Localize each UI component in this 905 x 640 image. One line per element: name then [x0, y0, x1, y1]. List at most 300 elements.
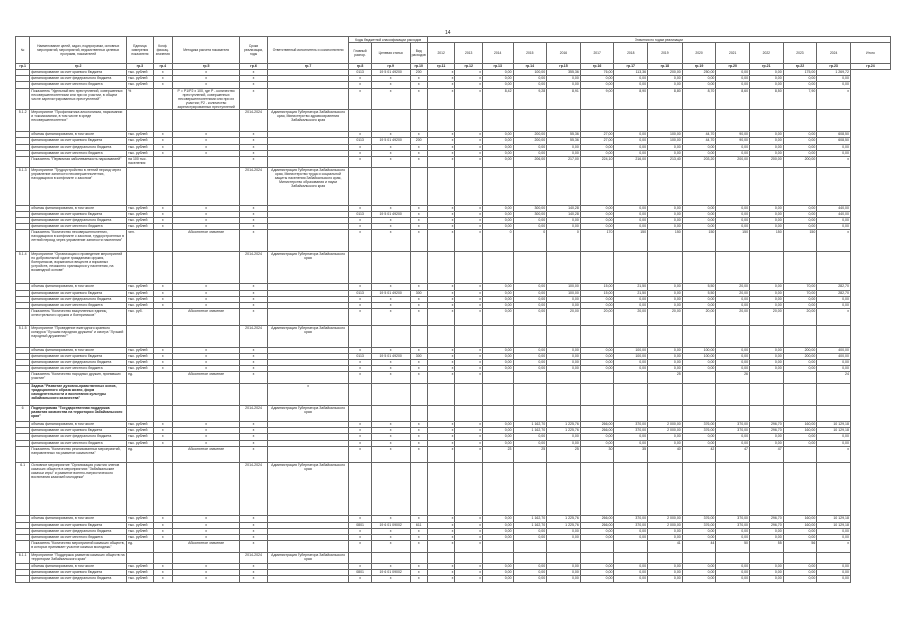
table-row [16, 383, 891, 405]
table-cell: 0,00 [614, 366, 648, 372]
table-row [16, 110, 891, 132]
table-cell: x [371, 576, 410, 582]
table-cell [482, 405, 513, 422]
table-cell [682, 552, 716, 563]
table-cell [648, 383, 683, 405]
table-row [16, 405, 891, 422]
table-cell: x [455, 428, 483, 434]
table-cell [614, 372, 648, 383]
table-cell: 1 162,70 [513, 516, 547, 522]
table-cell: 0113 [349, 211, 371, 217]
table-cell: 30 [580, 446, 614, 463]
table-cell: x [410, 224, 427, 230]
table-cell [682, 325, 716, 347]
table-cell: 5.1.3 [16, 168, 30, 205]
column-number-cell: гр.7 [267, 64, 349, 70]
table-cell: 6.1 [16, 463, 30, 516]
table-cell: 0,00 [682, 528, 716, 534]
table-cell: 0,00 [783, 144, 817, 150]
table-cell: 296,70 [750, 516, 784, 522]
header-cell: № [16, 37, 30, 64]
table-cell: Показатель "Количество реализованных мероприятий, направленных на развитие казачества" [30, 446, 127, 463]
table-cell: x [172, 347, 239, 353]
table-cell: 0,00 [614, 570, 648, 576]
table-cell: объемы финансирования, в том числе [30, 284, 127, 290]
table-cell: 0,00 [513, 535, 547, 541]
table-cell: 100,00 [682, 353, 716, 359]
table-cell: 0,00 [817, 440, 851, 446]
table-cell: x [427, 296, 455, 302]
table-cell: 35 [614, 446, 648, 463]
table-cell: 5.1.5 [16, 325, 30, 347]
table-cell: x [172, 70, 239, 76]
table-cell: 0 [547, 230, 581, 252]
table-cell: 150 [750, 230, 784, 252]
table-cell: x [371, 88, 410, 110]
table-cell: 0,00 [716, 70, 750, 76]
table-cell: x [455, 224, 483, 230]
table-cell [153, 383, 172, 405]
table-cell: x [427, 82, 455, 88]
table-cell: x [172, 290, 239, 296]
table-cell: тыс. рублей [127, 302, 154, 308]
table-cell: x [172, 563, 239, 569]
table-cell [371, 552, 410, 563]
table-cell: 0,00 [482, 366, 513, 372]
table-cell: 0,00 [513, 359, 547, 365]
table-cell [614, 552, 648, 563]
table-cell [349, 405, 371, 422]
table-cell: Мероприятие "Профилактика алкоголизма, наркомании и токсикомании, в том числе в среде несовершеннолетних" [30, 110, 127, 132]
table-cell: 90,00 [716, 138, 750, 144]
table-cell: 0,00 [547, 535, 581, 541]
table-cell: 0,00 [682, 570, 716, 576]
table-cell: x [455, 366, 483, 372]
table-cell: 20,00 [648, 309, 683, 326]
table-cell: x [410, 284, 427, 290]
table-cell: 0,00 [482, 205, 513, 211]
table-cell: x [455, 156, 483, 167]
table-cell [172, 156, 239, 167]
table-cell: x [455, 150, 483, 156]
table-cell: x [410, 218, 427, 224]
table-cell: 0,00 [682, 366, 716, 372]
table-cell: 0,00 [482, 516, 513, 522]
table-cell: 0,00 [513, 576, 547, 582]
table-cell: 206,00 [513, 156, 547, 167]
table-cell: x [172, 422, 239, 428]
table-cell: x [172, 528, 239, 534]
table-cell: тыс. рублей [127, 144, 154, 150]
table-cell: 200,00 [750, 156, 784, 167]
table-cell [349, 463, 371, 516]
table-cell: 0,00 [783, 535, 817, 541]
table-cell [648, 110, 683, 132]
table-cell [614, 168, 648, 205]
table-cell: 1 162,70 [513, 522, 547, 528]
table-cell: 0,00 [547, 366, 581, 372]
table-cell: 44,70 [682, 138, 716, 144]
header-group-values: Значения по годам реализации [427, 37, 890, 43]
table-cell [783, 110, 817, 132]
column-number-cell: гр.20 [716, 64, 750, 70]
table-cell: 0,00 [783, 528, 817, 534]
table-cell: x [427, 156, 455, 167]
table-cell: 0,00 [783, 76, 817, 82]
table-cell [153, 325, 172, 347]
table-cell: x [240, 302, 268, 308]
header-cell: 2024 [817, 43, 851, 64]
table-cell: Основное мероприятие "Организация участия членов казачьих обществ в мероприятиях "Забайкальские казачьи игры" и развитие военно-патриотического воспитания казачьей молодежи" [30, 463, 127, 516]
table-cell: 0,00 [513, 353, 547, 359]
table-cell: x [410, 76, 427, 82]
table-cell [455, 110, 483, 132]
table-cell: 0113 [349, 290, 371, 296]
table-cell: x [172, 570, 239, 576]
table-cell: 0,00 [513, 82, 547, 88]
table-cell [455, 252, 483, 284]
table-cell: x [427, 434, 455, 440]
table-cell: финансирование за счет краевого бюджета [30, 570, 127, 576]
table-cell: 0,00 [783, 211, 817, 217]
table-cell: 0,00 [580, 150, 614, 156]
table-cell: 0,00 [750, 82, 784, 88]
table-cell: x [349, 150, 371, 156]
table-cell [817, 252, 851, 284]
table-cell [614, 325, 648, 347]
table-cell: x [410, 309, 427, 326]
column-number-cell: гр.23 [817, 64, 851, 70]
table-cell: 21,50 [614, 290, 648, 296]
table-cell: x [455, 372, 483, 383]
table-cell: x [172, 522, 239, 528]
header-cell: 2012 [427, 43, 455, 64]
table-cell: 8,50 [750, 88, 784, 110]
table-cell [750, 168, 784, 205]
table-cell: 0,00 [547, 359, 581, 365]
table-cell: 175,00 [783, 70, 817, 76]
table-cell: 20,00 [783, 309, 817, 326]
table-cell: x [817, 230, 851, 252]
header-cell: Методика расчета показателя [172, 37, 239, 64]
header-cell: 2014 [482, 43, 513, 64]
table-cell: x [153, 422, 172, 428]
table-cell: 160,00 [783, 428, 817, 434]
table-cell: 0,00 [482, 211, 513, 217]
table-cell: 0,00 [547, 528, 581, 534]
table-cell: x [455, 144, 483, 150]
table-cell [267, 156, 349, 167]
table-cell: 0,00 [547, 150, 581, 156]
table-cell [547, 383, 581, 405]
table-cell: 8,42 [482, 88, 513, 110]
table-cell: x [349, 144, 371, 150]
table-cell [648, 252, 683, 284]
table-cell: Абсолютное значение [172, 309, 239, 326]
table-cell: 0,00 [482, 422, 513, 428]
table-cell: x [427, 359, 455, 365]
table-cell: 0,00 [783, 205, 817, 211]
table-cell [614, 383, 648, 405]
table-cell: 0,00 [750, 290, 784, 296]
table-cell: x [240, 372, 268, 383]
table-cell: x [427, 205, 455, 211]
table-cell: x [349, 82, 371, 88]
table-cell: x [410, 434, 427, 440]
table-cell [410, 325, 427, 347]
table-cell: 0,00 [750, 302, 784, 308]
table-cell: Абсолютное значение [172, 541, 239, 552]
table-cell: x [153, 522, 172, 528]
table-cell: 250,00 [682, 70, 716, 76]
table-cell: финансирование за счет местного бюджета [30, 150, 127, 156]
table-cell [614, 463, 648, 516]
table-cell: x [427, 144, 455, 150]
table-cell: x [153, 576, 172, 582]
table-cell: тыс. рублей [127, 570, 154, 576]
table-cell: 370,00 [614, 428, 648, 434]
table-cell: 19 5 01 49200 [371, 70, 410, 76]
table-cell: x [427, 372, 455, 383]
table-cell: 0,00 [783, 132, 817, 138]
table-cell: 0,00 [817, 218, 851, 224]
table-cell: x [267, 383, 349, 405]
table-cell: 0,00 [513, 528, 547, 534]
table-cell: x [371, 347, 410, 353]
table-cell: 0,00 [750, 284, 784, 290]
table-cell: 20,00 [547, 309, 581, 326]
table-cell: x [427, 224, 455, 230]
table-cell [547, 325, 581, 347]
table-cell: 0,00 [580, 211, 614, 217]
table-cell: 0,00 [482, 434, 513, 440]
table-cell: 47 [716, 446, 750, 463]
table-cell: тыс. рублей [127, 576, 154, 582]
table-cell: x [153, 138, 172, 144]
table-cell: тыс. рублей [127, 535, 154, 541]
table-cell: x [427, 302, 455, 308]
table-cell: x [410, 576, 427, 582]
table-cell [750, 405, 784, 422]
column-number-cell: гр.4 [153, 64, 172, 70]
table-cell: тыс. рублей [127, 82, 154, 88]
table-cell: Абсолютное значение [172, 446, 239, 463]
table-cell: x [153, 224, 172, 230]
table-cell: x [427, 570, 455, 576]
table-cell [716, 463, 750, 516]
table-cell: x [153, 76, 172, 82]
table-cell: x [427, 150, 455, 156]
table-cell: 0,00 [648, 296, 683, 302]
column-number-cell: гр.13 [482, 64, 513, 70]
table-cell: x [172, 296, 239, 302]
table-cell [716, 383, 750, 405]
table-cell: x [371, 528, 410, 534]
table-cell [349, 552, 371, 563]
table-cell: x [172, 224, 239, 230]
table-cell: x [371, 230, 410, 252]
table-cell: x [817, 88, 851, 110]
table-cell [547, 252, 581, 284]
table-cell: x [240, 290, 268, 296]
header-cell: 2021 [716, 43, 750, 64]
table-cell: 140,28 [547, 205, 581, 211]
table-cell: x [240, 353, 268, 359]
table-cell: 0,00 [513, 570, 547, 576]
table-cell [153, 552, 172, 563]
table-cell [547, 372, 581, 383]
table-cell: финансирование за счет краевого бюджета [30, 211, 127, 217]
table-cell: 300,00 [513, 205, 547, 211]
table-cell: % [127, 88, 154, 110]
table-cell: 200,00 [783, 156, 817, 167]
table-cell: объемы финансирования, в том числе [30, 563, 127, 569]
table-cell: 0,00 [648, 535, 683, 541]
table-cell: 1 225,76 [547, 522, 581, 528]
table-cell: финансирование за счет местного бюджета [30, 440, 127, 446]
table-cell [153, 405, 172, 422]
table-cell: x [153, 440, 172, 446]
table-cell [172, 463, 239, 516]
table-cell: x [172, 428, 239, 434]
table-cell: x [172, 440, 239, 446]
table-cell: x [455, 284, 483, 290]
table-cell [817, 552, 851, 563]
column-number-cell: гр.5 [172, 64, 239, 70]
table-cell [127, 168, 154, 205]
table-cell: тыс. рублей [127, 353, 154, 359]
table-cell [783, 168, 817, 205]
table-cell: тыс. рублей [127, 522, 154, 528]
table-cell: 200,00 [783, 353, 817, 359]
table-cell: x [455, 576, 483, 582]
table-cell: x [455, 353, 483, 359]
table-cell: 0,00 [750, 353, 784, 359]
table-cell: 20,00 [682, 309, 716, 326]
table-cell: x [240, 522, 268, 528]
table-cell: 0,00 [614, 144, 648, 150]
table-cell: 300 [410, 290, 427, 296]
table-cell: x [240, 422, 268, 428]
table-cell: 0,00 [648, 284, 683, 290]
table-cell: 0,00 [750, 205, 784, 211]
table-cell: 0,00 [682, 224, 716, 230]
table-cell [153, 168, 172, 205]
table-cell: 0 [482, 230, 513, 252]
table-cell: 0,00 [513, 144, 547, 150]
table-cell: 0,00 [614, 440, 648, 446]
table-cell: x [371, 563, 410, 569]
table-cell: x [427, 88, 455, 110]
column-number-cell: гр.6 [240, 64, 268, 70]
table-cell: 0,00 [614, 296, 648, 302]
table-cell: x [371, 440, 410, 446]
table-cell: Администрация Губернатора Забайкальского края [267, 252, 349, 284]
table-cell: 0,00 [716, 576, 750, 582]
table-cell: x [455, 70, 483, 76]
table-cell: 0,00 [614, 563, 648, 569]
table-cell: 0,00 [750, 535, 784, 541]
table-cell: x [427, 428, 455, 434]
table-cell: 0,00 [482, 296, 513, 302]
table-cell: 0,00 [648, 82, 683, 88]
table-cell [513, 463, 547, 516]
table-cell: 23 [482, 446, 513, 463]
table-cell: тыс. рублей [127, 132, 154, 138]
header-cell: 2023 [783, 43, 817, 64]
table-cell: 5,50 [682, 290, 716, 296]
table-cell: x [455, 138, 483, 144]
table-cell: 0,00 [580, 528, 614, 534]
table-cell [547, 463, 581, 516]
table-cell [371, 463, 410, 516]
table-cell: x [240, 576, 268, 582]
table-row [16, 541, 891, 552]
header-cell: Итого [850, 43, 890, 64]
table-cell: 0,00 [614, 528, 648, 534]
table-cell: 76,00 [580, 70, 614, 76]
table-cell [16, 576, 30, 582]
table-cell: x [410, 302, 427, 308]
header-cell: Ответственный исполнитель и соисполнители [267, 37, 349, 64]
table-cell [16, 230, 30, 252]
header-cell: Главный распор. [349, 43, 371, 64]
table-cell: 160,00 [783, 522, 817, 528]
table-cell: x [172, 359, 239, 365]
table-cell [750, 252, 784, 284]
table-cell: x [371, 541, 410, 552]
table-cell [153, 230, 172, 252]
table-cell: 0,00 [648, 570, 683, 576]
table-cell: 2 000,00 [648, 522, 683, 528]
table-cell [267, 576, 349, 582]
table-cell: x [240, 428, 268, 434]
table-cell: x [455, 563, 483, 569]
table-cell: x [427, 446, 455, 463]
table-cell: x [371, 205, 410, 211]
table-cell [783, 325, 817, 347]
table-cell: x [427, 230, 455, 252]
table-cell: тыс. рублей [127, 150, 154, 156]
table-cell: 0,00 [750, 296, 784, 302]
table-cell: x [427, 290, 455, 296]
table-cell: 113,36 [614, 70, 648, 76]
table-cell: 200 [410, 70, 427, 76]
table-cell: 0,00 [716, 82, 750, 88]
table-cell: 6.1.1 [16, 552, 30, 563]
table-cell [750, 552, 784, 563]
table-cell: x [153, 353, 172, 359]
table-cell: 0,00 [482, 309, 513, 326]
header-cell: 2022 [750, 43, 784, 64]
table-cell [513, 325, 547, 347]
table-cell: 0,00 [482, 353, 513, 359]
table-cell: x [153, 284, 172, 290]
table-cell: тыс. рублей [127, 284, 154, 290]
table-cell [580, 168, 614, 205]
table-cell: 56 [783, 541, 817, 552]
table-cell: 140,28 [547, 211, 581, 217]
table-cell: x [172, 205, 239, 211]
table-cell: 0,00 [817, 528, 851, 534]
table-cell [153, 88, 172, 110]
table-cell: тыс. рублей [127, 76, 154, 82]
table-cell [783, 372, 817, 383]
table-cell: x [371, 535, 410, 541]
table-cell: x [153, 150, 172, 156]
table-cell: 0,00 [513, 347, 547, 353]
table-cell: 200,00 [513, 138, 547, 144]
